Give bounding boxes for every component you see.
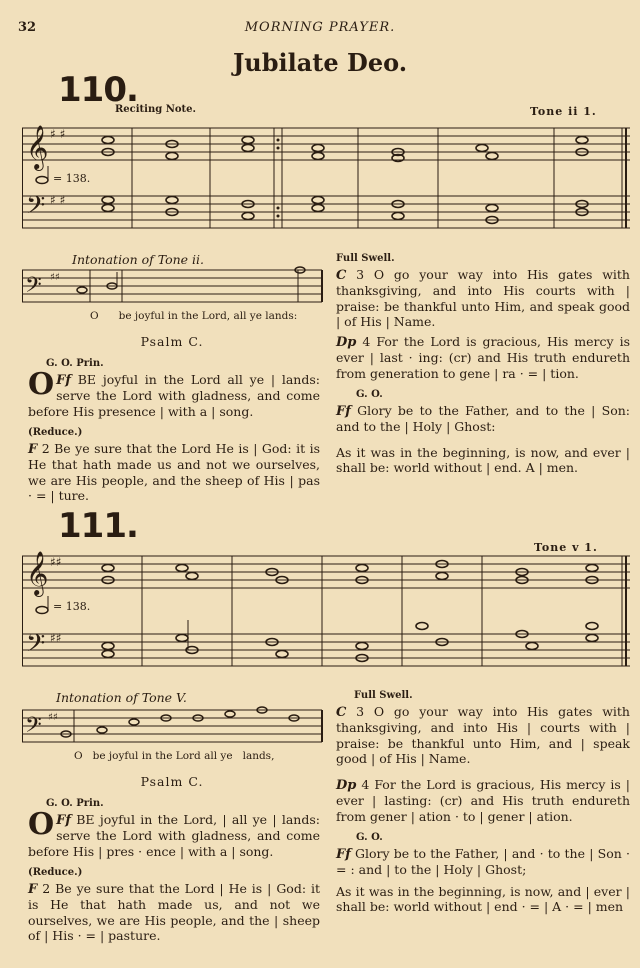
dynamic-mark: C xyxy=(336,704,347,720)
dynamic-mark: Ff xyxy=(56,812,71,828)
psalm-heading: Psalm C. xyxy=(140,774,204,789)
psalm-heading: Psalm C. xyxy=(140,334,204,349)
intonation-staff-110 xyxy=(22,264,324,308)
verse-text: Glory be to the Father, | and · to the | Son · = : and | to the | Holy | Ghost; xyxy=(336,845,630,877)
intonation-label: Intonation of Tone V. xyxy=(56,690,187,705)
intonation-staff-111 xyxy=(22,704,324,748)
verses-right-111 xyxy=(336,688,630,915)
drop-cap: O xyxy=(28,366,55,402)
verses-right-110 xyxy=(336,251,630,476)
svg-text:♯♯: ♯♯ xyxy=(50,631,62,645)
verse-text: 2 Be ye sure that the Lord He is | God: it is He that hath made us and not we ourselves, we are His people, and the sheep of His | pas · = | ture. xyxy=(28,440,320,503)
svg-text:𝄢: 𝄢 xyxy=(25,713,42,743)
verse-text: 4 For the Lord is gracious, His mercy is ever | last · ing: (cr) and His truth endureth from generation to gene | ra · = | tion. xyxy=(336,333,630,381)
svg-text:♯♯: ♯♯ xyxy=(50,272,60,283)
organ-direction: G. O. Prin. xyxy=(46,358,104,369)
organ-direction: G. O. Prin. xyxy=(46,798,104,809)
dynamic-mark: Dp xyxy=(336,777,357,793)
svg-text:♯♯: ♯♯ xyxy=(50,555,62,569)
dynamic-mark: Dp xyxy=(336,334,357,350)
tone-label: Tone ii 1. xyxy=(530,105,597,118)
reciting-note-label: Reciting Note. xyxy=(115,104,196,115)
organ-direction: Full Swell. xyxy=(354,690,413,701)
verse-text: BE joyful in the Lord, | all ye | lands: serve the Lord with gladness, and come before His | pres · ence | with a | song. xyxy=(28,811,320,859)
dynamic-mark: F xyxy=(28,441,38,457)
dynamic-mark: Ff xyxy=(336,403,351,419)
verse-text: As it was in the beginning, is now, and ever | shall be: world without | end. A | men. xyxy=(336,444,630,475)
drop-cap: O xyxy=(28,806,55,842)
intonation-label: Intonation of Tone ii. xyxy=(72,252,205,267)
organ-direction: (Reduce.) xyxy=(28,427,83,438)
verse-text: Glory be to the Father, and to the | Son: and to the | Holy | Ghost: xyxy=(336,402,630,434)
chant-number: 110. xyxy=(58,70,138,110)
svg-text:♯ ♯: ♯ ♯ xyxy=(50,127,66,141)
verses-left-111 xyxy=(28,796,320,944)
chant-number: 111. xyxy=(58,506,138,546)
organ-direction: G. O. xyxy=(356,832,383,843)
tempo-marking: = 138. xyxy=(53,600,91,613)
verse-text: 2 Be ye sure that the Lord | He is | God: it is He that hath made us, and not we ourselves, we are His people, and the | sheep of | His · = | pasture. xyxy=(28,880,321,943)
svg-text:𝄞: 𝄞 xyxy=(26,551,49,595)
dynamic-mark: Ff xyxy=(56,372,71,388)
organ-direction: (Reduce.) xyxy=(28,867,83,878)
music-staff-111 xyxy=(22,548,630,680)
intonation-words: O be joyful in the Lord all ye lands, xyxy=(74,750,275,762)
dynamic-mark: C xyxy=(336,267,347,283)
organ-direction: G. O. xyxy=(356,389,383,400)
svg-text:𝄢: 𝄢 xyxy=(25,273,42,303)
verse-text: 4 For the Lord is gracious, His mercy is | ever | lasting: (cr) and His truth endureth from gener | ation · to | gener | ation. xyxy=(336,776,630,824)
intonation-words: O be joyful in the Lord, all ye lands: xyxy=(90,310,298,322)
verse-text: 3 O go your way into His gates with thanksgiving, and into His courts with | praise: be thankful unto Him, and speak good | of His | Name. xyxy=(336,266,630,329)
svg-text:♯ ♯: ♯ ♯ xyxy=(50,193,66,207)
svg-text:𝄢: 𝄢 xyxy=(26,191,46,226)
music-staff-110 xyxy=(22,118,630,268)
verse-text: As it was in the beginning, is now, and | ever | shall be: world without | end · = | A · = | men xyxy=(336,883,630,914)
tempo-marking: = 138. xyxy=(53,172,91,185)
svg-text:𝄢: 𝄢 xyxy=(26,629,46,664)
verses-left-110 xyxy=(28,356,320,504)
tone-label: Tone v 1. xyxy=(534,541,598,554)
verse-text: BE joyful in the Lord all ye | lands: serve the Lord with gladness, and come before His presence | with a | song. xyxy=(28,371,320,419)
dynamic-mark: Ff xyxy=(336,846,351,862)
organ-direction: Full Swell. xyxy=(336,253,395,264)
dynamic-mark: F xyxy=(28,881,38,897)
svg-text:♯♯: ♯♯ xyxy=(48,712,58,723)
svg-text:𝄞: 𝄞 xyxy=(26,125,49,169)
verse-text: 3 O go your way into His gates with thanksgiving, and into His | courts with | praise: be thankful unto Him, and | speak good | of His | Name. xyxy=(336,703,630,766)
running-title: MORNING PRAYER. xyxy=(244,20,396,35)
page-title: Jubilate Deo. xyxy=(232,48,408,77)
page-number: 32 xyxy=(18,20,37,35)
